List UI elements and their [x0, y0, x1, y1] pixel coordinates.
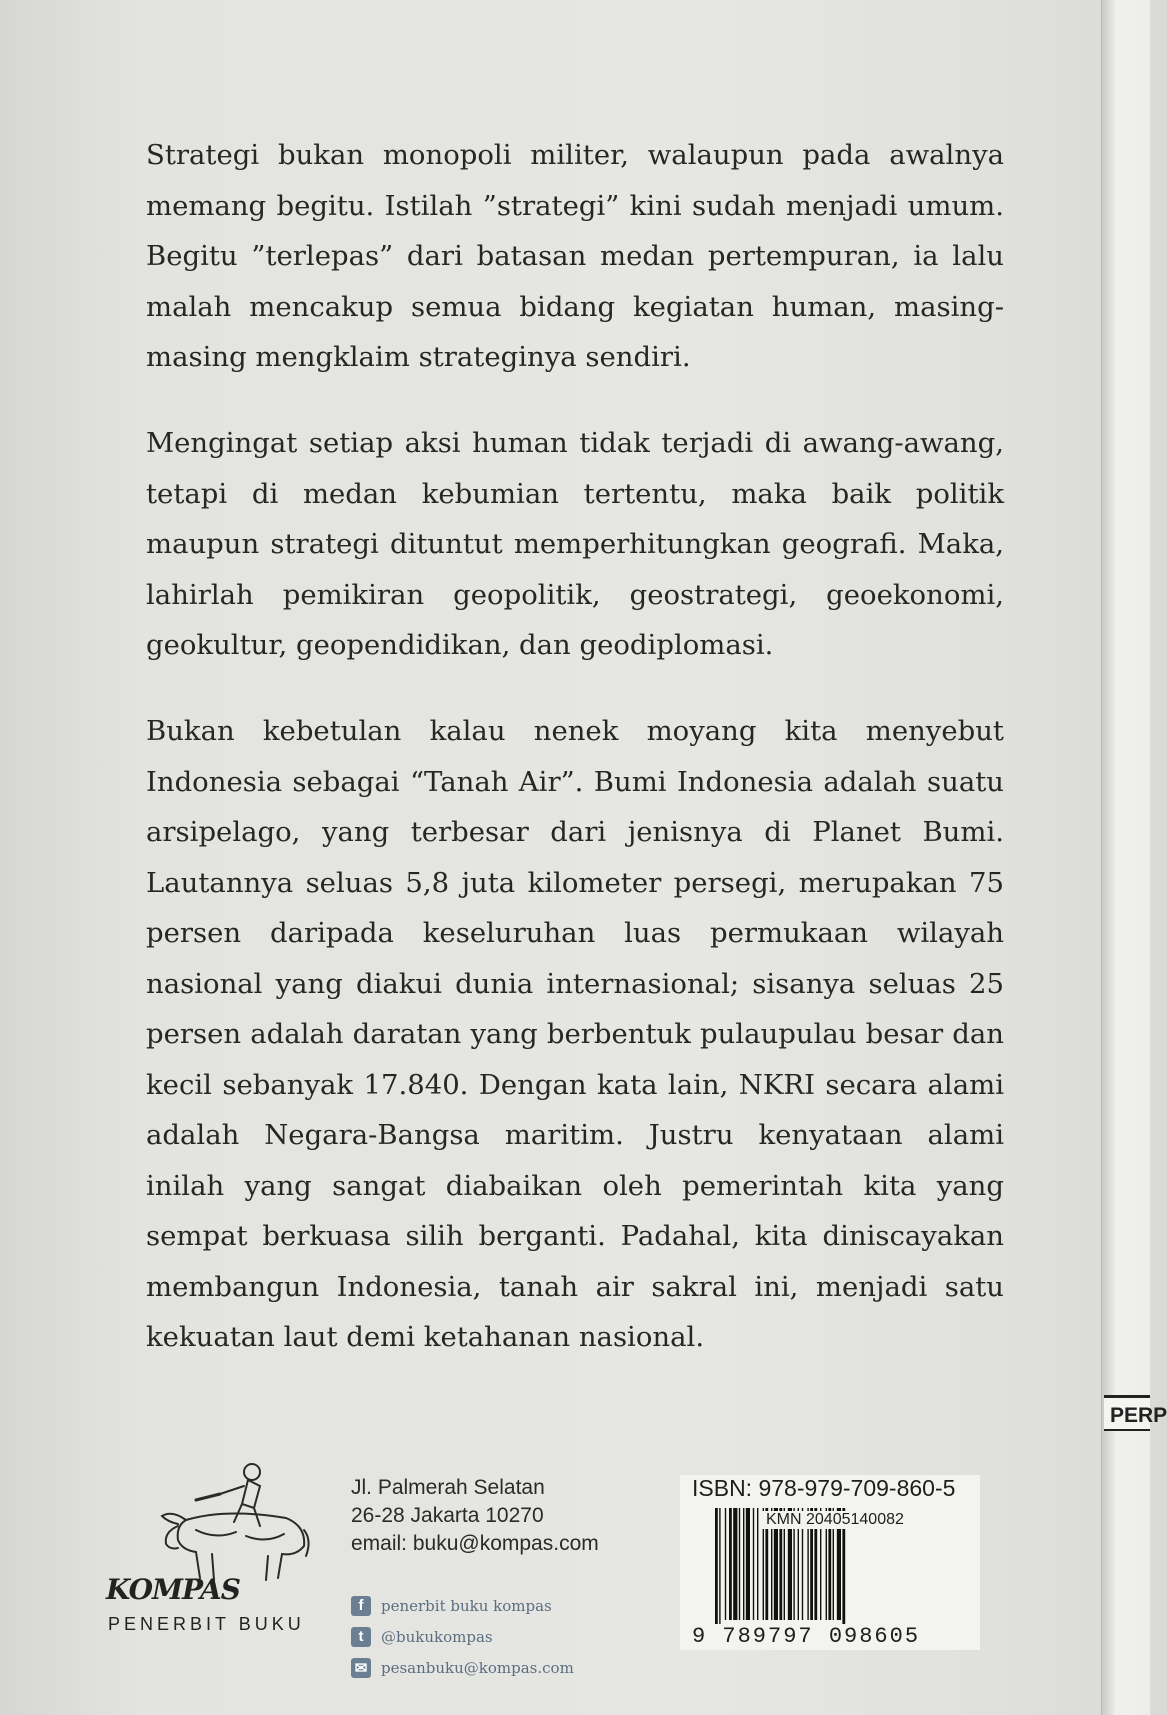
buffalo-rider-icon [156, 1460, 316, 1585]
publisher-email: email: buku@kompas.com [351, 1532, 599, 1555]
blurb-paragraph-1 [146, 130, 1004, 383]
barcode-bar [729, 1508, 732, 1620]
blurb-text-3: Bukan kebetulan kalau nenek moyang kita menyebut Indonesia sebagai “Tanah Air”. Bumi Indonesia adalah suatu arsipelago, yang terbesar dari jenisnya di Planet Bumi. Lautannya seluas 5,8 juta kilometer persegi, merupakan 75 persen daripada keseluruhan luas permukaan wilayah nasional yang diakui dunia internasional; sisanya seluas 25 persen adalah daratan yang berbentuk pulaupulau besar dan kecil sebanyak 17.840. Dengan kata lain, NKRI secara alami adalah Negara-Bangsa maritim. Justru kenyataan alami inilah yang sangat diabaikan oleh pemerintah kita yang sempat berkuasa silih berganti. Padahal, kita diniscayakan membangun Indonesia, tanah air sakral ini, menjadi satu kekuatan laut demi ketahanan nasional. [146, 715, 1004, 1353]
blurb-text-1: Strategi bukan monopoli militer, walaupun pada awalnya memang begitu. Istilah ”strategi” kini sudah menjadi umum. Begitu ”terlepas” dari batasan medan pertempuran, ia lalu malah mencakup semua bidang kegiatan human, masing-masing mengklaim strateginya sendiri. [146, 139, 1004, 373]
barcode-bar [725, 1508, 726, 1620]
social-links [351, 1590, 574, 1683]
barcode-bar [715, 1508, 718, 1630]
kompas-logo: KOMPAS [106, 1573, 240, 1606]
publisher-address [351, 1474, 599, 1558]
barcode-bar [753, 1508, 754, 1620]
facebook-row [351, 1590, 574, 1621]
blurb-text-2: Mengingat setiap aksi human tidak terjadi di awang-awang, tetapi di medan kebumian tertentu, maka baik politik maupun strategi dituntut memperhitungkan geografi. Maka, lahirlah pemikiran geopolitik, geostrategi, geoekonomi, geokultur, geopendidikan, dan geodiplomasi. [146, 427, 1004, 661]
barcode-digits: 9 789797 098605 [692, 1624, 921, 1649]
barcode-bar [743, 1508, 744, 1620]
publisher-tagline: PENERBIT BUKU [108, 1614, 305, 1634]
book-spine-edge [1101, 0, 1150, 1715]
barcode-bar [757, 1508, 758, 1620]
address-line-1: Jl. Palmerah Selatan [351, 1476, 545, 1499]
blurb-paragraph-2 [146, 418, 1004, 671]
barcode-bar [733, 1508, 737, 1620]
blurb-paragraph-3 [146, 706, 1004, 1363]
twitter-row [351, 1621, 574, 1652]
mail-row [351, 1652, 574, 1683]
mail-icon: ✉ [351, 1658, 371, 1678]
twitter-handle: @bukukompas [381, 1627, 493, 1646]
publisher-logo [96, 1460, 326, 1640]
twitter-icon: t [351, 1627, 371, 1647]
address-line-2: 26-28 Jakarta 10270 [351, 1504, 544, 1527]
isbn-barcode-box [680, 1475, 980, 1650]
facebook-icon: f [351, 1596, 371, 1616]
mail-address: pesanbuku@kompas.com [381, 1658, 574, 1677]
kmn-code: KMN 20405140082 [762, 1511, 908, 1529]
spine-label: PERP [1104, 1395, 1150, 1431]
barcode-bar [739, 1508, 740, 1620]
barcode-bar [746, 1508, 750, 1620]
barcode-bar [719, 1508, 720, 1630]
isbn-number: ISBN: 978-979-709-860-5 [692, 1475, 956, 1501]
facebook-handle: penerbit buku kompas [381, 1596, 552, 1615]
